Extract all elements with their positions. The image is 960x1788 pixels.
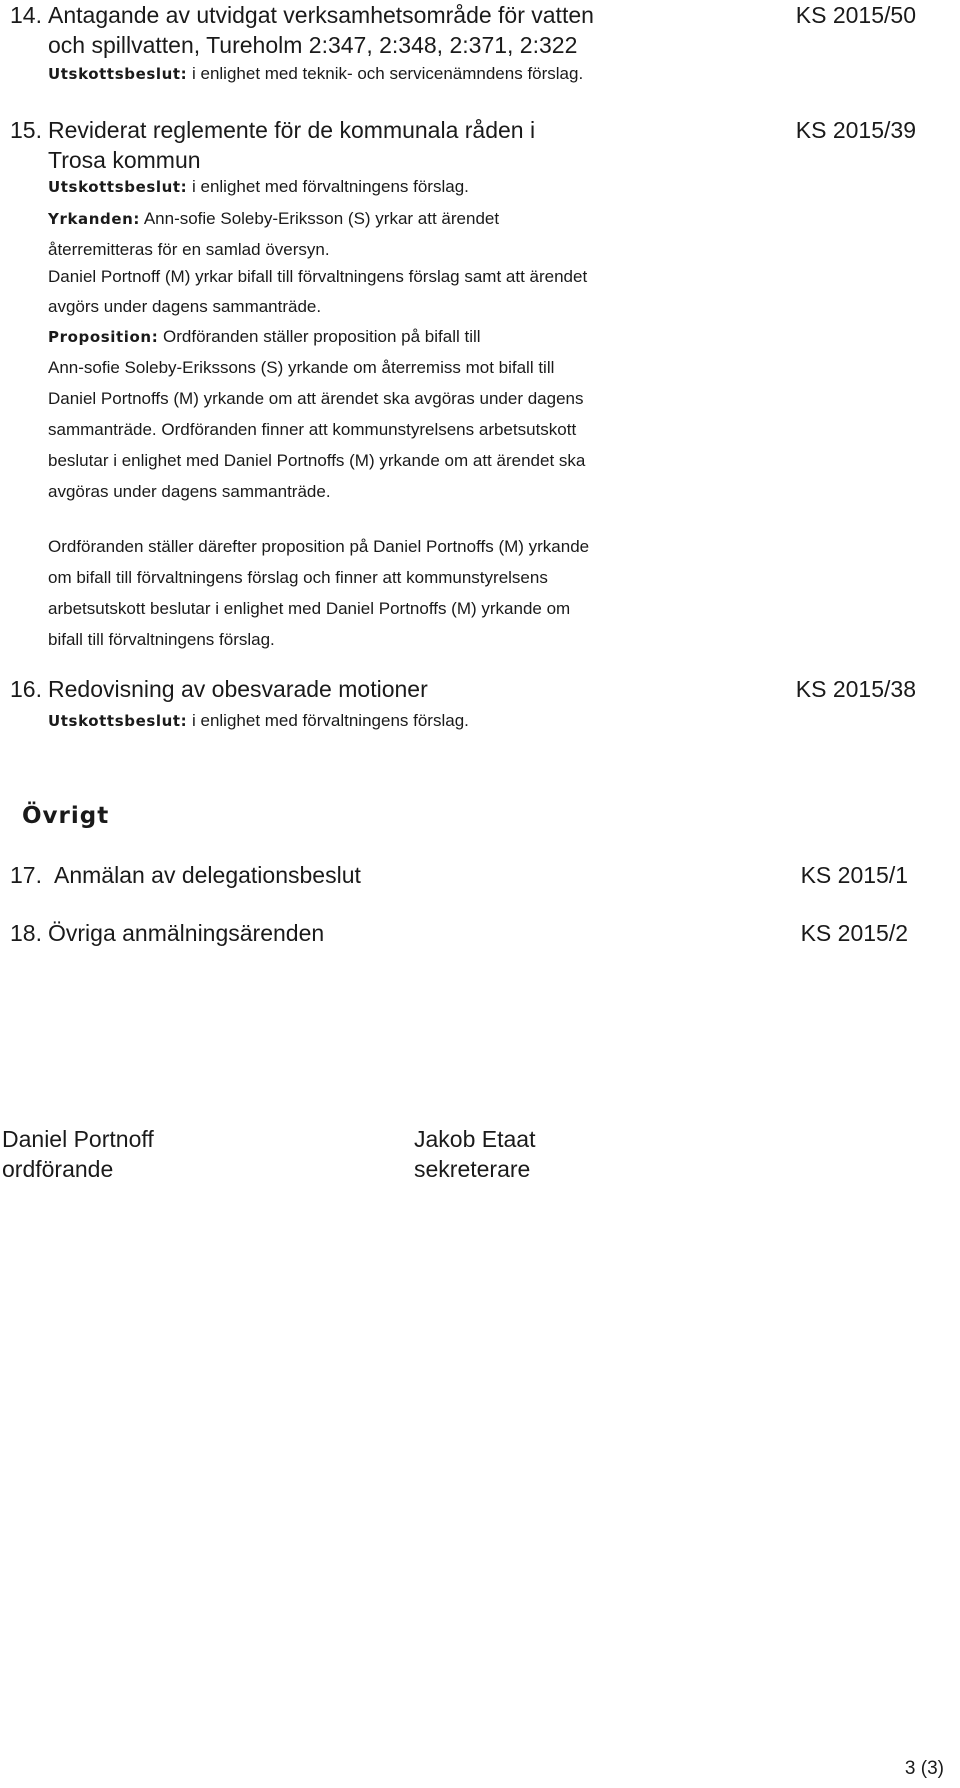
item-number: 14. (10, 2, 42, 28)
item-number: 17. (10, 862, 42, 888)
signer-role: ordförande (2, 1156, 114, 1182)
case-number: KS 2015/2 (800, 920, 908, 946)
yrkanden-label: Yrkanden: (48, 210, 141, 228)
decision-label: Utskottsbeslut: (48, 65, 188, 83)
item-number: 16. (10, 676, 42, 702)
item-title-line-2: Trosa kommun (48, 147, 201, 173)
yrkanden-line-2: återremitteras för en samlad översyn. (48, 240, 330, 259)
signer-name: Daniel Portnoff (2, 1126, 154, 1152)
item-title-line-1: Anmälan av delegationsbeslut (54, 862, 361, 888)
proposition-line-1 (48, 320, 481, 354)
yrkanden-text: Ann-sofie Soleby-Eriksson (S) yrkar att ärendet (140, 209, 500, 228)
decision-label: Utskottsbeslut: (48, 712, 188, 730)
item-number: 18. (10, 920, 42, 946)
committee-decision (48, 57, 583, 91)
proposition-line-2: Ann-sofie Soleby-Erikssons (S) yrkande om återremiss mot bifall till (48, 358, 555, 377)
committee-decision (48, 170, 469, 204)
item-title-line-2: och spillvatten, Tureholm 2:347, 2:348, 2:371, 2:322 (48, 32, 578, 58)
yrkanden-line-1 (48, 202, 499, 236)
item-title-line-1: Redovisning av obesvarade motioner (48, 676, 428, 702)
proposition-line-3: Daniel Portnoffs (M) yrkande om att ärendet ska avgöras under dagens (48, 389, 584, 408)
case-number: KS 2015/39 (795, 117, 916, 143)
proposition-line-5: beslutar i enlighet med Daniel Portnoffs (M) yrkande om att ärendet ska (48, 451, 586, 470)
item-number: 15. (10, 117, 42, 143)
signer-name: Jakob Etaat (414, 1126, 536, 1152)
proposition-line-4: sammanträde. Ordföranden finner att kommunstyrelsens arbetsutskott (48, 420, 577, 439)
proposition-label: Proposition: (48, 328, 159, 346)
followup-line-1: Ordföranden ställer därefter proposition på Daniel Portnoffs (M) yrkande (48, 537, 590, 556)
case-number: KS 2015/50 (795, 2, 916, 28)
page-number: 3 (3) (904, 1758, 944, 1779)
case-number: KS 2015/1 (800, 862, 908, 888)
followup-line-3: arbetsutskott beslutar i enlighet med Daniel Portnoffs (M) yrkande om (48, 599, 571, 618)
followup-line-2: om bifall till förvaltningens förslag och finner att kommunstyrelsens (48, 568, 548, 587)
section-heading: Övrigt (22, 803, 110, 829)
proposition-text: Ordföranden ställer proposition på bifall till (158, 327, 481, 346)
proposition-line-6: avgöras under dagens sammanträde. (48, 482, 331, 501)
decision-text: i enlighet med förvaltningens förslag. (187, 177, 469, 196)
decision-label: Utskottsbeslut: (48, 178, 188, 196)
committee-decision (48, 704, 469, 738)
case-number: KS 2015/38 (795, 676, 916, 702)
decision-text: i enlighet med teknik- och servicenämndens förslag. (187, 64, 584, 83)
item-title-line-1: Reviderat reglemente för de kommunala råden i (48, 117, 536, 143)
item-title-line-1: Antagande av utvidgat verksamhetsområde för vatten (48, 2, 594, 28)
followup-line-4: bifall till förvaltningens förslag. (48, 630, 275, 649)
signer-role: sekreterare (414, 1156, 531, 1182)
daniel-motion-line-1: Daniel Portnoff (M) yrkar bifall till förvaltningens förslag samt att ärendet (48, 267, 588, 286)
item-title-line-1: Övriga anmälningsärenden (48, 920, 325, 946)
decision-text: i enlighet med förvaltningens förslag. (187, 711, 469, 730)
daniel-motion-line-2: avgörs under dagens sammanträde. (48, 297, 322, 316)
